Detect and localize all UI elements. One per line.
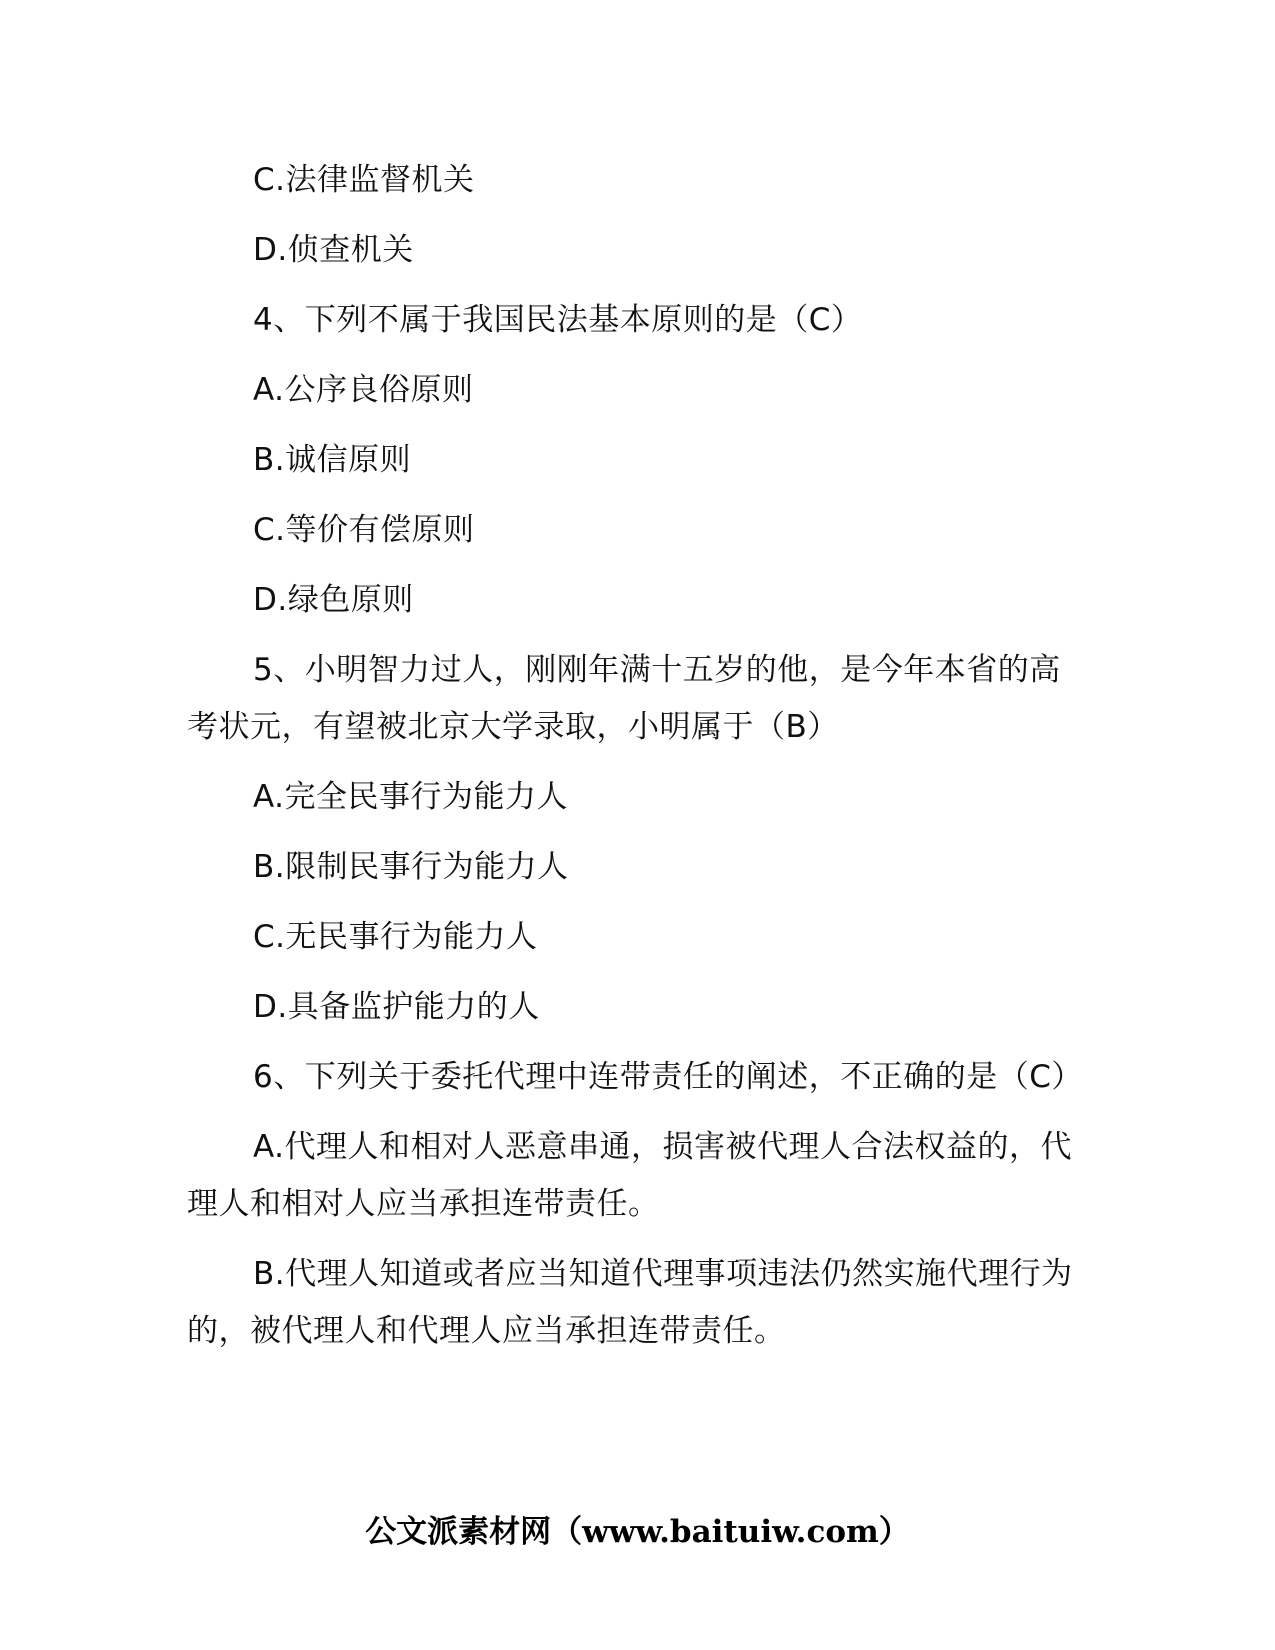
option-c-legal-supervision: C.法律监督机关 [253,162,475,198]
document-body [187,152,1092,1373]
q5-option-d: D.具备监护能力的人 [253,989,540,1025]
q6-option-a: A.代理人和相对人恶意串通，损害被代理人合法权益的，代理人和相对人应当承担连带责任。 [187,1129,1073,1222]
q5-option-b: B.限制民事行为能力人 [253,849,569,885]
q4-option-b: B.诚信原则 [253,442,412,478]
question-5: 5、小明智力过人，刚刚年满十五岁的他，是今年本省的高考状元，有望被北京大学录取，小明属于（B） [187,652,1061,745]
page-footer: 公文派素材网（www.baituiw.com） [365,1514,910,1550]
q4-option-c: C.等价有偿原则 [253,512,475,548]
q5-option-c: C.无民事行为能力人 [253,919,538,955]
q4-option-a: A.公序良俗原则 [253,372,474,408]
question-6: 6、下列关于委托代理中连带责任的阐述，不正确的是（C） [253,1059,1083,1095]
q6-option-b: B.代理人知道或者应当知道代理事项违法仍然实施代理行为的，被代理人和代理人应当承担连带责任。 [187,1256,1073,1349]
q5-option-a: A.完全民事行为能力人 [253,779,569,815]
q4-option-d: D.绿色原则 [253,582,414,618]
question-4: 4、下列不属于我国民法基本原则的是（C） [253,302,863,338]
option-d-investigation: D.侦查机关 [253,232,414,268]
